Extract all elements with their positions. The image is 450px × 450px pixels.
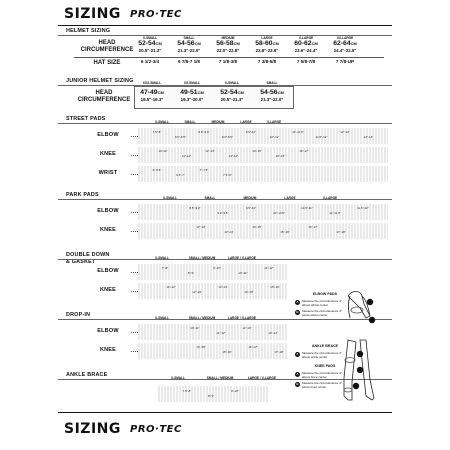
size-cell: 7.5"-8"	[182, 389, 192, 393]
elbow-step-b: B Measure the circumference 4" below elbow center	[296, 309, 342, 317]
size-cell: 11.5"-12"	[357, 206, 369, 210]
size-cell: 8.5"-9.0"	[198, 130, 210, 134]
junior-cm-unit: CM	[157, 90, 164, 95]
double-down-title: DOUBLE DOWN & GASKET	[66, 252, 110, 265]
helmet-cm-value: 56-58	[216, 40, 234, 47]
street-pads-section	[58, 116, 392, 189]
helmet-cm-0	[132, 40, 168, 48]
size-cell: 14"-15"	[252, 149, 262, 153]
junior-size-2: X-SMALL	[224, 81, 240, 85]
size-cell: 12"-13"	[242, 326, 252, 330]
street-pads-title: STREET PADS	[66, 116, 106, 122]
helmet-inches-5: 24.4"-22.5"	[333, 48, 357, 53]
size-band	[138, 343, 288, 359]
helmet-cm-5	[327, 40, 363, 48]
hat-size-label: HAT SIZE	[93, 60, 121, 66]
helmet-size-5: XX-LARGE	[336, 36, 354, 40]
helmet-size-1: SMALL	[183, 36, 195, 40]
helmet-cm-unit: CM	[194, 41, 201, 46]
size-cell: 11"-12"	[264, 266, 274, 270]
junior-cm-value: 47-49	[140, 89, 158, 96]
junior-inches-3: 21.3"-22.0"	[260, 97, 284, 102]
junior-helmet-section	[58, 78, 392, 112]
head-circ-label: HEAD CIRCUMFERENCE	[80, 40, 134, 53]
size-header: X-SMALL	[154, 256, 170, 260]
size-header: SMALL / MEDIUM	[206, 376, 234, 380]
helmet-cm-unit: CM	[155, 41, 162, 46]
size-header: SMALL	[184, 120, 196, 124]
footer-title: SIZING	[64, 421, 121, 437]
helmet-cm-3	[249, 40, 285, 48]
helmet-cm-unit: CM	[350, 41, 357, 46]
header-bar	[58, 4, 392, 26]
size-header: X-SMALL	[154, 316, 170, 320]
size-cell: 12"-13"	[340, 130, 350, 134]
helmet-cm-1	[171, 40, 207, 48]
size-cell: 7.5"-8"	[223, 173, 232, 177]
size-cell: 13"-14"	[218, 285, 228, 289]
elbow-step-a: A Measure the circumference 4" above elbow center	[296, 299, 342, 307]
size-cell: 11"-12"	[181, 154, 192, 158]
size-cell: 12"-13"	[205, 149, 215, 153]
size-band	[138, 204, 388, 220]
measurement-guide	[290, 282, 394, 412]
helmet-cm-value: 52-54	[138, 40, 156, 47]
size-cell: 7.5"-8"	[152, 130, 162, 134]
junior-cm-unit: CM	[277, 90, 284, 95]
size-cell: 8.5"-9.0"	[189, 206, 201, 210]
size-cell: 8"-9"	[187, 271, 195, 275]
helmet-hat-0: 6 1/2-3/4	[140, 59, 160, 64]
helmet-cm-value: 54-56	[177, 40, 195, 47]
size-cell: 16"-17"	[299, 149, 309, 153]
size-cell: 9"-10"	[213, 266, 221, 270]
size-cell: 10"-11"	[238, 271, 248, 275]
row-label-knee: KNEE	[86, 347, 130, 354]
ankle-brace-title: ANKLE BRACE	[66, 372, 108, 378]
size-header: LARGE	[284, 196, 296, 200]
helmet-cm-value: 60-62	[294, 40, 312, 47]
size-header: LARGE / X-LARGE	[227, 256, 257, 260]
row-label-elbow: ELBOW	[86, 208, 130, 215]
size-cell: 9.0"-9.5"	[217, 211, 229, 215]
helmet-size-3: LARGE	[261, 36, 273, 40]
park-pads-section	[58, 192, 392, 246]
helmet-section	[58, 28, 392, 74]
junior-cm-0	[133, 89, 171, 97]
footer-logo: PRO·TEC	[130, 424, 182, 435]
junior-cm-1	[173, 89, 211, 97]
size-cell: 12"-13"	[196, 225, 206, 229]
size-cell: 15"-16"	[222, 350, 232, 354]
helmet-cm-unit: CM	[311, 41, 318, 46]
size-cell: 8.0"-8.5"	[174, 135, 187, 139]
size-cell: 9.5"-10"	[245, 206, 257, 210]
size-header: SMALL / MEDIUM	[188, 256, 216, 260]
size-cell: 10"-11"	[269, 135, 280, 139]
size-header: LARGE / X-LARGE	[227, 316, 257, 320]
size-cell: 9.0"-9.5"	[221, 135, 234, 139]
helmet-hat-5: 7 7/8-UP	[335, 59, 355, 64]
size-header: SMALL / MEDIUM	[188, 316, 216, 320]
size-cell: 6"-6.5"	[152, 168, 162, 172]
size-header: X-LARGE	[266, 120, 282, 124]
row-label-elbow: ELBOW	[86, 328, 130, 335]
size-cell: 14"-15"	[252, 225, 262, 229]
row-label-elbow: ELBOW	[86, 268, 130, 275]
size-cell: 13"-14"	[363, 135, 374, 139]
size-cell: 16"-17"	[308, 225, 318, 229]
helmet-inches-0: 20.5"-21.3"	[138, 48, 162, 53]
helmet-cm-value: 62-64	[333, 40, 351, 47]
junior-cm-unit: CM	[237, 90, 244, 95]
size-cell: 14"-15"	[244, 290, 254, 294]
junior-cm-value: 52-54	[220, 89, 238, 96]
row-label-knee: KNEE	[86, 287, 130, 294]
helmet-inches-3: 22.8"-23.6"	[255, 48, 279, 53]
junior-size-1: XX-SMALL	[183, 81, 201, 85]
size-cell: 13"-14"	[228, 154, 239, 158]
size-header: SMALL	[204, 196, 216, 200]
size-cell: 7"-7.5"	[199, 168, 209, 172]
helmet-size-4: X-LARGE	[298, 36, 314, 40]
row-label-knee: KNEE	[86, 227, 130, 234]
size-cell: 16"-17"	[248, 345, 258, 349]
size-header: X-SMALL	[170, 376, 186, 380]
size-header: LARGE	[240, 120, 252, 124]
junior-size-0: XXX-SMALL	[142, 81, 162, 85]
size-cell: 11"-12"	[166, 285, 176, 289]
helmet-hat-2: 7 1/8-3/8	[218, 59, 238, 64]
knee-guide-title: KNEE PADS	[314, 364, 336, 368]
size-cell: 15"-16"	[270, 285, 280, 289]
helmet-hat-1: 6 7/8-7 1/8	[178, 59, 200, 64]
size-cell: 6.5"-7"	[176, 173, 185, 177]
junior-inches-1: 19.3"-20.0"	[180, 97, 204, 102]
sizing-chart	[58, 0, 392, 450]
size-cell: 9"-10"	[231, 389, 239, 393]
elbow-guide-title: ELBOW PADS	[312, 292, 338, 296]
size-header: MEDIUM	[211, 120, 225, 124]
helmet-inches-1: 21.3"-22.0"	[177, 48, 201, 53]
helmet-inches-2: 22.0"-22.8"	[216, 48, 240, 53]
helmet-cm-unit: CM	[233, 41, 240, 46]
size-cell: 12"-13"	[192, 290, 202, 294]
ankle-step-a: A Measure the circumference 2" above ankle center	[296, 351, 342, 359]
size-cell: 15"-16"	[275, 154, 286, 158]
row-label-elbow: ELBOW	[86, 132, 130, 139]
page-title: SIZING	[64, 6, 121, 22]
brand-logo: PRO·TEC	[130, 9, 182, 20]
junior-cm-2	[213, 89, 251, 97]
helmet-title: HELMET SIZING	[66, 28, 111, 34]
size-cell: 14"-15"	[196, 345, 206, 349]
size-header: MEDIUM	[243, 196, 257, 200]
helmet-hat-3: 7 3/8-5/8	[257, 59, 277, 64]
size-cell: 10"-11"	[190, 326, 200, 330]
knee-step-b: B Measure the circumference 4" below knee center	[296, 381, 342, 389]
size-cell: 10"-10.5"	[273, 211, 285, 215]
size-cell: 13"-14"	[224, 230, 234, 234]
size-cell: 9.5"-10"	[245, 130, 257, 134]
size-header: X-LARGE	[322, 196, 338, 200]
junior-helmet-title: JUNIOR HELMET SIZING	[66, 78, 134, 84]
row-label-wrist: WRIST	[86, 170, 130, 177]
helmet-cm-4	[288, 40, 324, 48]
size-cell: 11.5"-12"	[315, 135, 328, 139]
helmet-cm-value: 58-60	[255, 40, 273, 47]
junior-inches-2: 20.5"-21.3"	[220, 97, 244, 102]
size-cell: 10.5"-11"	[301, 206, 313, 210]
knee-step-a: A Measure the circumference 4" above knee center	[296, 371, 342, 379]
size-cell: 11"-11.5"	[329, 211, 341, 215]
size-header: X-SMALL	[162, 196, 178, 200]
junior-size-3: SMALL	[266, 81, 278, 85]
helmet-size-0: X-SMALL	[142, 36, 158, 40]
size-cell: 17"-18"	[336, 230, 346, 234]
size-cell: 10"-11"	[158, 149, 168, 153]
size-header: LARGE / X-LARGE	[247, 376, 277, 380]
section-divider	[58, 259, 392, 260]
size-cell: 8"-9"	[207, 394, 215, 398]
junior-head-circ-label: HEAD CIRCUMFERENCE	[77, 90, 131, 103]
ankle-guide-title: ANKLE BRACE	[311, 344, 339, 348]
footer-bar	[58, 412, 392, 438]
junior-cm-unit: CM	[197, 90, 204, 95]
size-cell: 17"-18"	[274, 350, 284, 354]
helmet-inches-4: 23.6"-24.4"	[294, 48, 318, 53]
junior-cm-value: 54-56	[260, 89, 278, 96]
helmet-cm-unit: CM	[272, 41, 279, 46]
size-header: X-SMALL	[154, 120, 170, 124]
drop-in-title: DROP-IN	[66, 312, 91, 318]
helmet-hat-4: 7 5/8-7/8	[296, 59, 316, 64]
junior-cm-3	[253, 89, 291, 97]
junior-inches-0: 18.5"-19.3"	[140, 97, 164, 102]
helmet-cm-2	[210, 40, 246, 48]
size-cell: 7"-8"	[161, 266, 169, 270]
size-cell: 13"-14"	[268, 331, 278, 335]
row-label-knee: KNEE	[86, 151, 130, 158]
helmet-size-2: MEDIUM	[221, 36, 235, 40]
size-cell: 11"-11.5"	[292, 130, 304, 134]
junior-cm-value: 49-51	[180, 89, 198, 96]
size-cell: 15"-16"	[280, 230, 290, 234]
park-pads-title: PARK PADS	[66, 192, 99, 198]
size-cell: 11"-12"	[216, 331, 226, 335]
